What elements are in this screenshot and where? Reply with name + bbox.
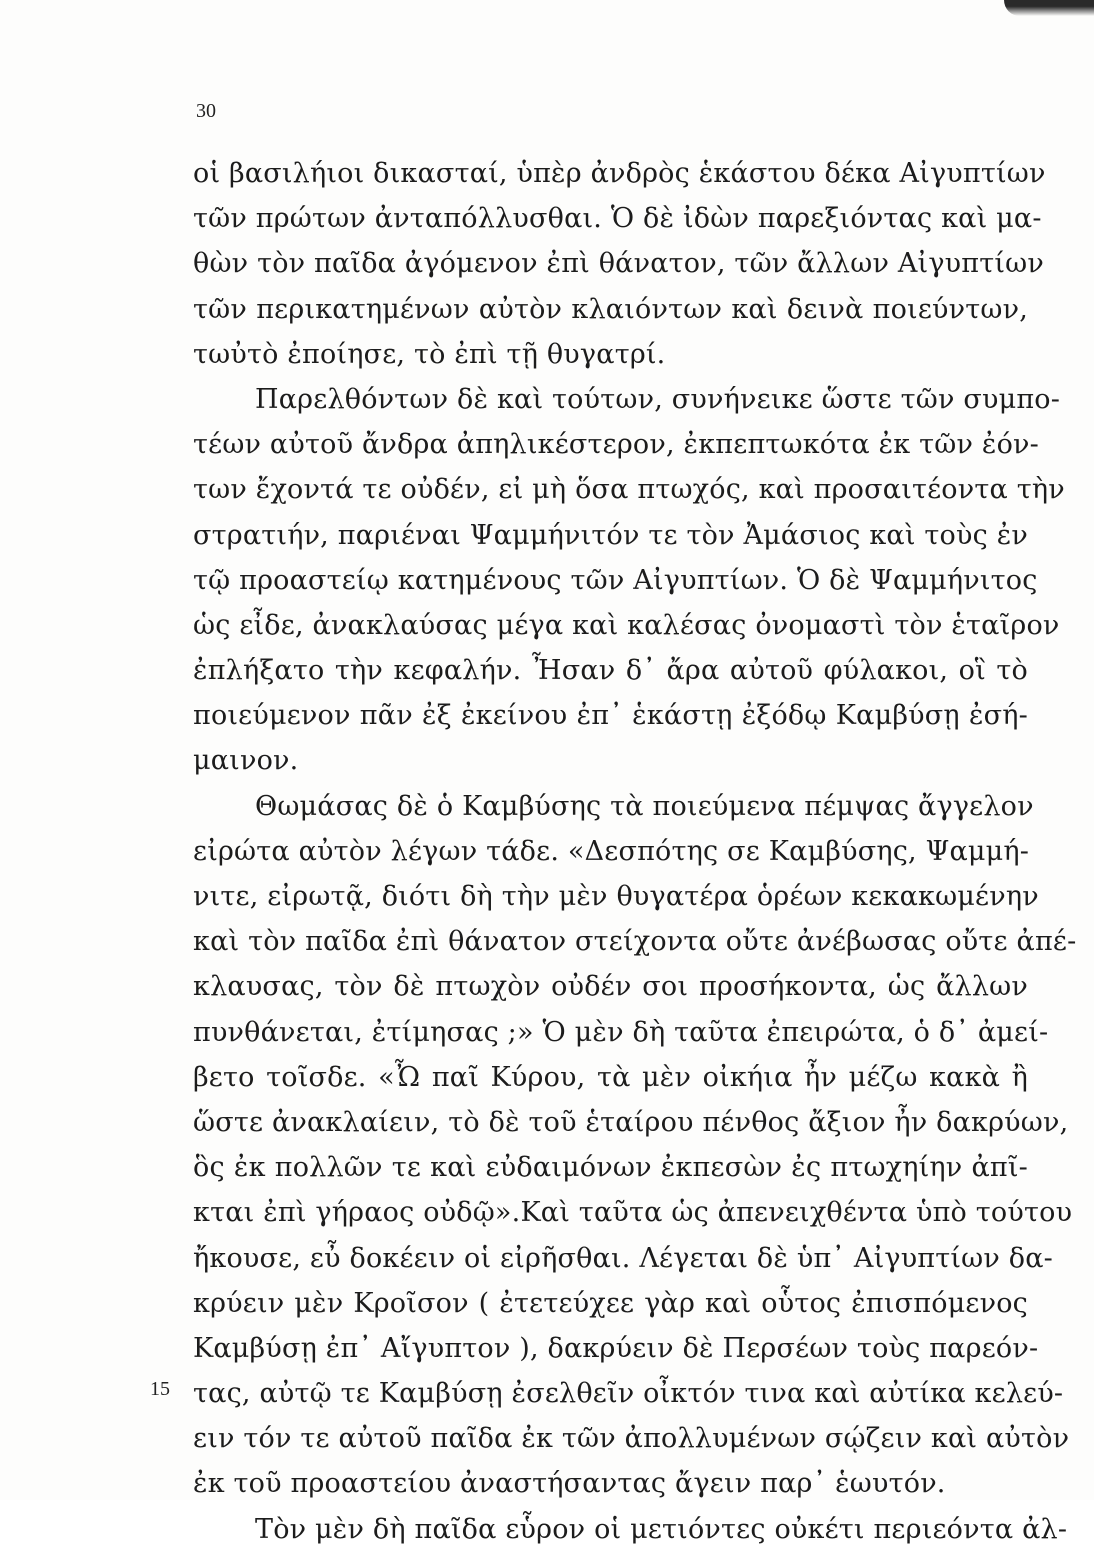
text-line: ἐπλήξατο τὴν κεφαλήν. Ἦσαν δ᾽ ἄρα αὐτοῦ φύλακοι, οἳ τὸ	[193, 655, 1028, 687]
text-line: νιτε, εἰρωτᾷ, διότι δὴ τὴν μὲν θυγατέρα ὁρέων κεκακωμένην	[193, 881, 1039, 912]
text-line: Παρελθόντων δὲ καὶ τούτων, συνήνεικε ὥστε τῶν συμπο-	[255, 383, 1061, 415]
text-line: κται ἐπὶ γήραος οὐδῷ».Καὶ ταῦτα ὡς ἀπενειχθέντα ὑπὸ τούτου	[193, 1197, 1073, 1229]
text-line: ὡς εἶδε, ἀνακλαύσας μέγα καὶ καλέσας ὀνομαστὶ τὸν ἑταῖρον	[193, 609, 1060, 641]
text-line: ειν τόν τε αὐτοῦ παῖδα ἐκ τῶν ἀπολλυμένων σῴζειν καὶ αὐτὸν	[193, 1423, 1070, 1455]
text-line: Τὸν μὲν δὴ παῖδα εὗρον οἱ μετιόντες οὐκέτι περιεόντα ἀλ-	[255, 1513, 1068, 1545]
text-line: οἱ βασιλήιοι δικασταί, ὑπὲρ ἀνδρὸς ἑκάστου δέκα Αἰγυπτίων	[193, 158, 1046, 189]
text-line: τέων αὐτοῦ ἄνδρα ἀπηλικέστερον, ἐκπεπτωκότα ἐκ τῶν ἐόν-	[193, 429, 1039, 461]
text-line: ὥστε ἀνακλαίειν, τὸ δὲ τοῦ ἑταίρου πένθος ἄξιον ἦν δακρύων,	[193, 1106, 1069, 1138]
text-line: κρύειν μὲν Κροῖσον ( ἐτετεύχεε γὰρ καὶ οὗτος ἐπισπόμενος	[193, 1287, 1028, 1319]
text-line: εἰρώτα αὐτὸν λέγων τάδε. «Δεσπότης σε Καμβύσης, Ψαμμή-	[193, 835, 1030, 867]
text-line: Καμβύσῃ ἐπ᾽ Αἴγυπτον ), δακρύειν δὲ Περσέων τοὺς παρεόν-	[193, 1332, 1039, 1364]
line-number: 15	[150, 1378, 170, 1400]
text-line: ἤκουσε, εὖ δοκέειν οἱ εἰρῆσθαι. Λέγεται δὲ ὑπ᾽ Αἰγυπτίων δα-	[193, 1242, 1053, 1274]
text-line: στρατιήν, παριέναι Ψαμμήνιτόν τε τὸν Ἀμάσιος καὶ τοὺς ἐν	[193, 519, 1029, 551]
text-line: μαινον.	[193, 745, 299, 777]
text-line: τῷ προαστείῳ κατημένους τῶν Αἰγυπτίων. Ὁ δὲ Ψαμμήνιτος	[193, 564, 1038, 596]
text-line: ὃς ἐκ πολλῶν τε καὶ εὐδαιμόνων ἐκπεσὼν ἐς πτωχηίην ἀπῖ-	[193, 1152, 1028, 1184]
text-line: τῶν περικατημένων αὐτὸν κλαιόντων καὶ δεινὰ ποιεύντων,	[193, 293, 1028, 325]
text-line: των ἔχοντά τε οὐδέν, εἰ μὴ ὅσα πτωχός, καὶ προσαιτέοντα τὴν	[193, 474, 1065, 506]
text-line: ἐκ τοῦ προαστείου ἀναστήσαντας ἄγειν παρ᾽ ἑωυτόν.	[193, 1468, 946, 1500]
text-line: θὼν τὸν παῖδα ἀγόμενον ἐπὶ θάνατον, τῶν ἄλλων Αἰγυπτίων	[193, 248, 1044, 280]
page-number: 30	[196, 100, 216, 122]
text-line: κλαυσας, τὸν δὲ πτωχὸν οὐδέν σοι προσήκοντα, ὡς ἄλλων	[193, 971, 1028, 1003]
text-line: τωὐτὸ ἐποίησε, τὸ ἐπὶ τῇ θυγατρί.	[193, 338, 666, 370]
text-line: πυνθάνεται, ἐτίμησας ;» Ὁ μὲν δὴ ταῦτα ἐπειρώτα, ὁ δ᾽ ἀμεί-	[193, 1016, 1049, 1048]
text-line: βετο τοῖσδε. «Ὦ παῖ Κύρου, τὰ μὲν οἰκήια ἦν μέζω κακὰ ἢ	[193, 1061, 1028, 1093]
text-line: τας, αὐτῷ τε Καμβύσῃ ἐσελθεῖν οἶκτόν τινα καὶ αὐτίκα κελεύ-	[193, 1378, 1064, 1410]
text-line: ποιεύμενον πᾶν ἐξ ἐκείνου ἐπ᾽ ἑκάστῃ ἐξόδῳ Καμβύσῃ ἐσή-	[193, 700, 1028, 732]
text-line: Θωμάσας δὲ ὁ Καμβύσης τὰ ποιεύμενα πέμψας ἄγγελον	[255, 790, 1034, 822]
text-line: τῶν πρώτων ἀνταπόλλυσθαι. Ὁ δὲ ἰδὼν παρεξιόντας καὶ μα-	[193, 203, 1042, 235]
scan-shadow	[1004, 0, 1094, 16]
text-line: καὶ τὸν παῖδα ἐπὶ θάνατον στείχοντα οὔτε ἀνέβωσας οὔτε ἀπέ-	[193, 926, 1077, 958]
body-text	[193, 151, 1077, 1552]
